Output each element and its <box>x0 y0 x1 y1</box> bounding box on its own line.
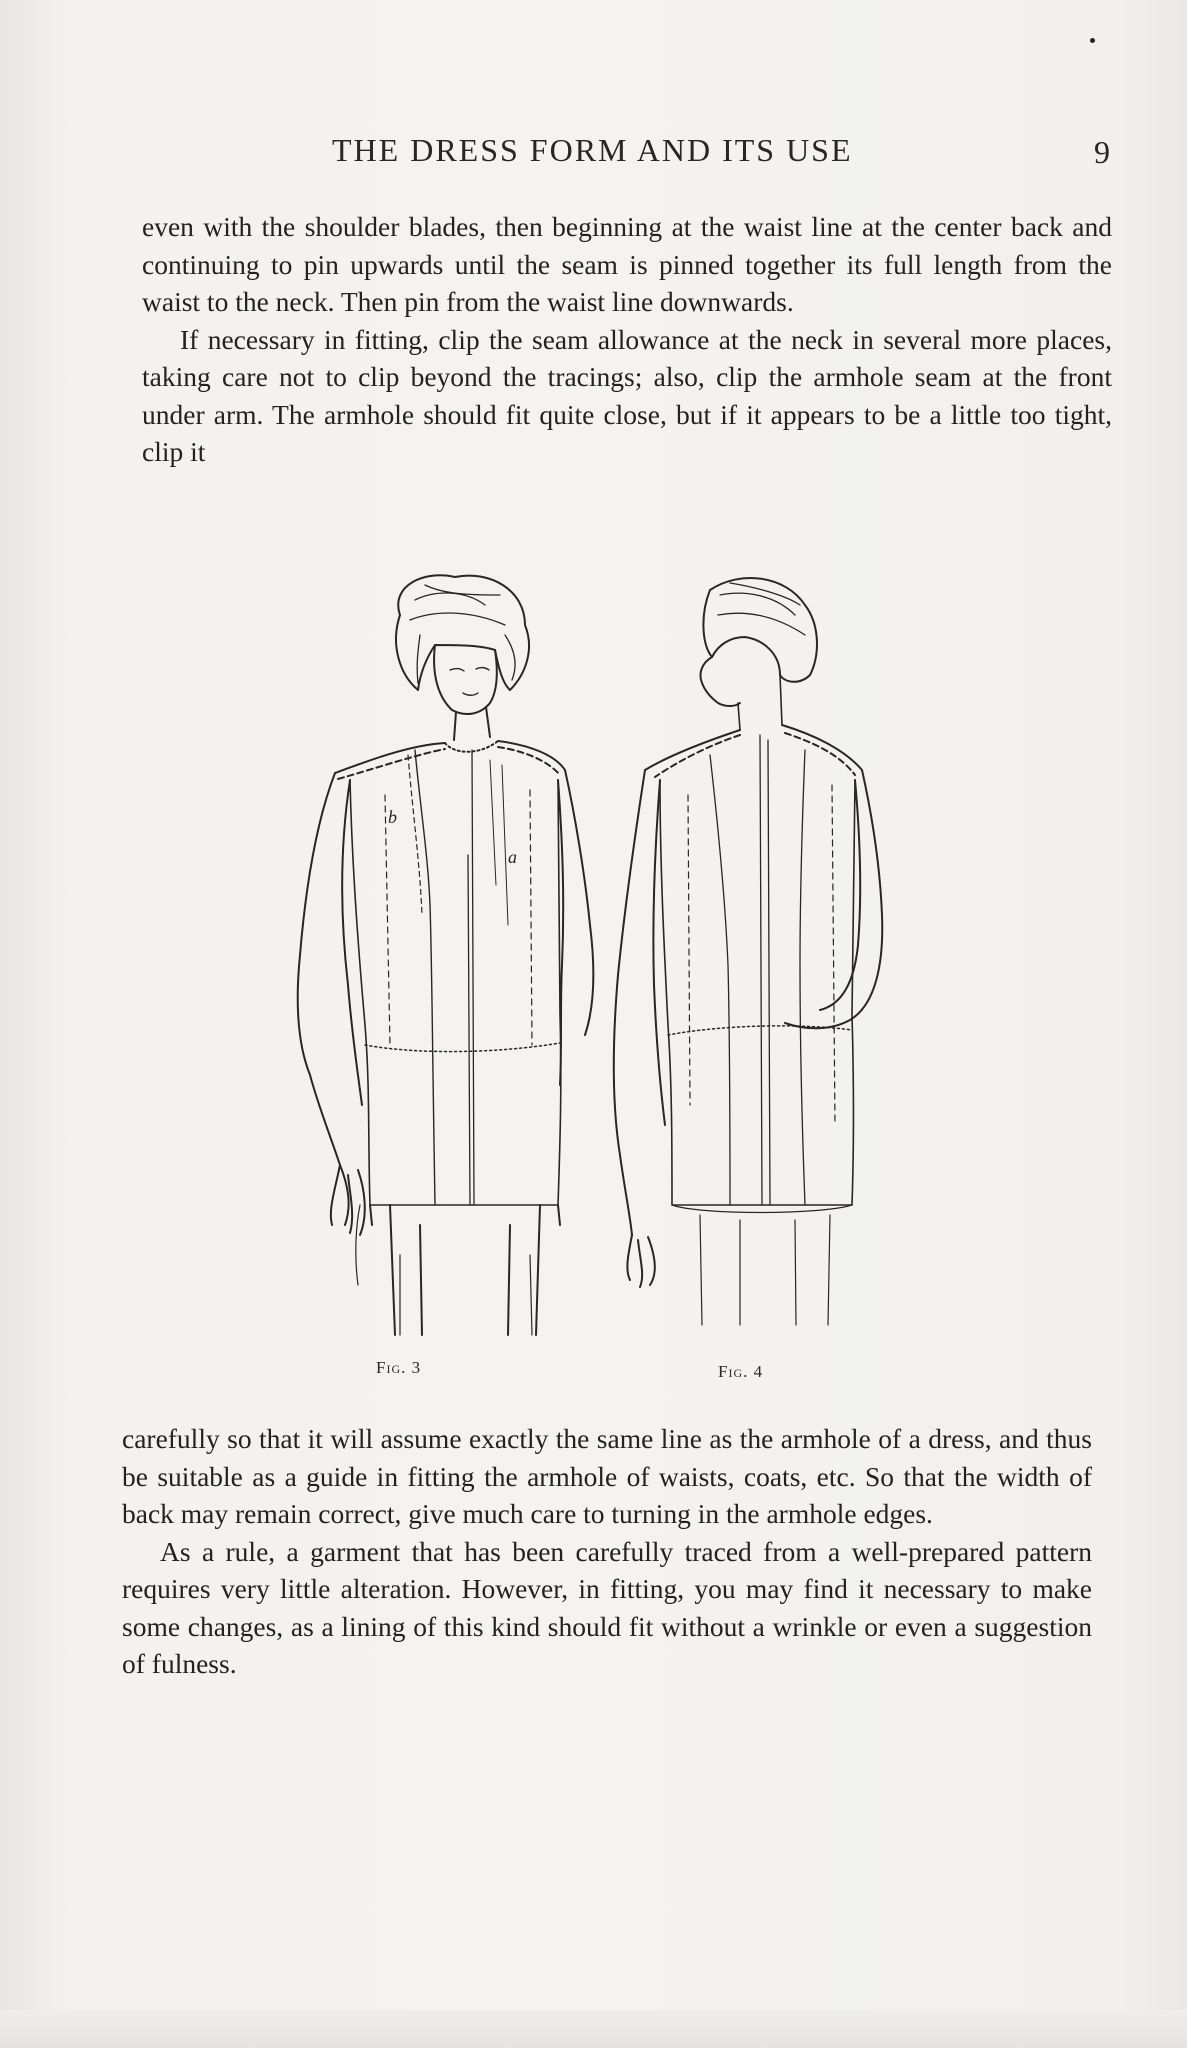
ink-speck <box>1090 38 1095 43</box>
body-text-top <box>142 208 1112 471</box>
figure-illustration <box>240 565 900 1385</box>
fig3-right-arm <box>565 770 593 1035</box>
fig3-marker-b: b <box>388 807 397 827</box>
paragraph: If necessary in fitting, clip the seam allowance at the neck in several more places, taking care not to clip beyond the tracings; also, clip the armhole seam at the front under arm. The armhole should fit quite close, but if it appears to be a little too tight, clip it <box>142 323 1112 467</box>
fig3-left-arm <box>298 773 349 1225</box>
body-text-bottom <box>122 1420 1092 1683</box>
paragraph: even with the shoulder blades, then beginning at the waist line at the center back and continuing to pin upwards until the seam is pinned together its full length from the waist to the neck. Then pin from the waist line downwards. <box>142 211 1112 317</box>
fig3-hair <box>396 575 529 690</box>
fig3-marker-a: a <box>508 847 517 867</box>
fig3-waistline <box>365 1043 560 1052</box>
page-number: 9 <box>1094 134 1110 170</box>
fig3-bodice <box>350 780 561 1205</box>
figure-4-caption: Fig. 4 <box>718 1362 764 1381</box>
running-title: THE DRESS FORM AND ITS USE <box>332 132 853 168</box>
fig3-face <box>434 645 497 714</box>
figure-3-caption: Fig. 3 <box>376 1358 422 1377</box>
paragraph: As a rule, a garment that has been carefully traced from a well-prepared pattern requires very little alteration. However, in fitting, you may find it necessary to make some changes, as a lining of this kind should fit without a wrinkle or even a suggestion of fulness. <box>122 1535 1092 1679</box>
fig4-hair <box>703 578 817 682</box>
running-head <box>0 132 1187 172</box>
figure-4-drawing <box>614 578 883 1325</box>
fig4-face <box>700 657 740 706</box>
fig4-waistline <box>668 1026 852 1035</box>
paragraph: carefully so that it will assume exactly the same line as the armhole of a dress, and thus be suitable as a guide in fitting the armhole of waists, coats, etc. So that the width of back may remain correct, give much care to turning in the armhole edges. <box>122 1423 1092 1529</box>
page-bottom-edge <box>0 2010 1187 2048</box>
fig4-left-arm <box>614 770 645 1235</box>
figure-3-drawing <box>298 575 594 1335</box>
